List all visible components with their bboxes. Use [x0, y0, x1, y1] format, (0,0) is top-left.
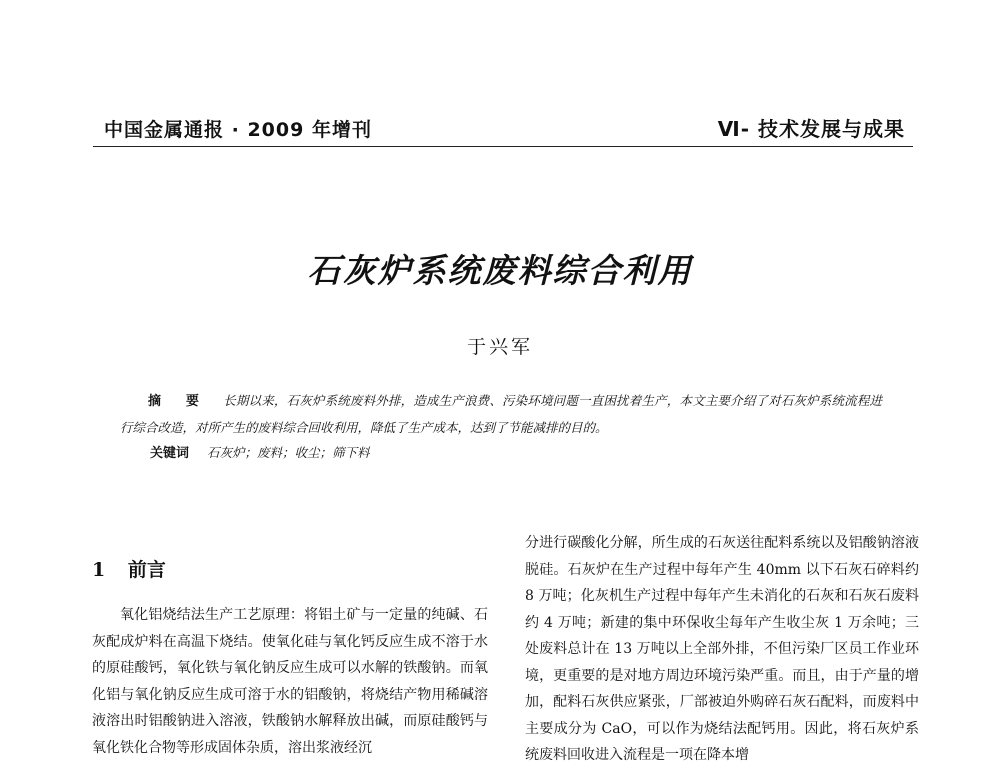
section-name: Ⅵ- 技术发展与成果 [717, 117, 905, 141]
article-title: 石灰炉系统废料综合利用 [307, 251, 693, 290]
journal-name: 中国金属通报 · 2009 年增刊 [104, 119, 372, 141]
section-heading [92, 555, 166, 582]
article-author: 于兴军 [466, 336, 533, 358]
abstract-label: 摘 要 [148, 394, 210, 409]
section-title: 前言 [127, 559, 166, 581]
body-column-right: 分进行碳酸化分解，所生成的石灰送往配料系统以及铝酸钠溶液脱硅。石灰炉在生产过程中每年产生 40mm 以下石灰石碎料约 8 万吨；化灰机生产过程中每年产生未消化的石灰和石灰石废料约 4 万吨；新建的集中环保收尘每年产生收尘灰 1 万余吨；三处废料总计在 13 万吨以上全部外排，不但污染厂区员工作业环境，更重要的是对地方周边环境污染严重。而且，由于产量的增加，配料石灰供应紧张，厂部被迫外购碎石灰石配料，而废料中主要成分为 CaO，可以作为烧结法配钙用。因此，将石灰炉系统废料回收进入流程是一项在降本增 [525, 535, 919, 763]
keywords-label: 关键词 [150, 446, 190, 461]
keywords [150, 440, 850, 467]
body-column-left: 氧化铝烧结法生产工艺原理：将铝土矿与一定量的纯碱、石灰配成炉料在高温下烧结。使氧化硅与氧化钙反应生成不溶于水的原硅酸钙，氧化铁与氧化钠反应生成可以水解的铁酸钠。而氧化铝与氧化钠反应生成可溶于水的铝酸钠，将烧结产物用稀碱溶液溶出时铝酸钠进入溶液，铁酸钠水解释放出碱，而原硅酸钙与氧化铁化合物等形成固体杂质，溶出浆液经沉 [92, 607, 488, 756]
header-divider [93, 146, 913, 147]
abstract-text: 长期以来，石灰炉系统废料外排，造成生产浪费、污染环境问题一直困扰着生产，本文主要介绍了对石灰炉系统流程进行综合改造，对所产生的废料综合回收利用，降低了生产成本，达到了节能减排的目的。 [120, 393, 882, 435]
keywords-text: 石灰炉；废料；收尘；筛下料 [207, 445, 370, 460]
abstract [120, 388, 882, 441]
section-number: 1 [92, 559, 106, 581]
